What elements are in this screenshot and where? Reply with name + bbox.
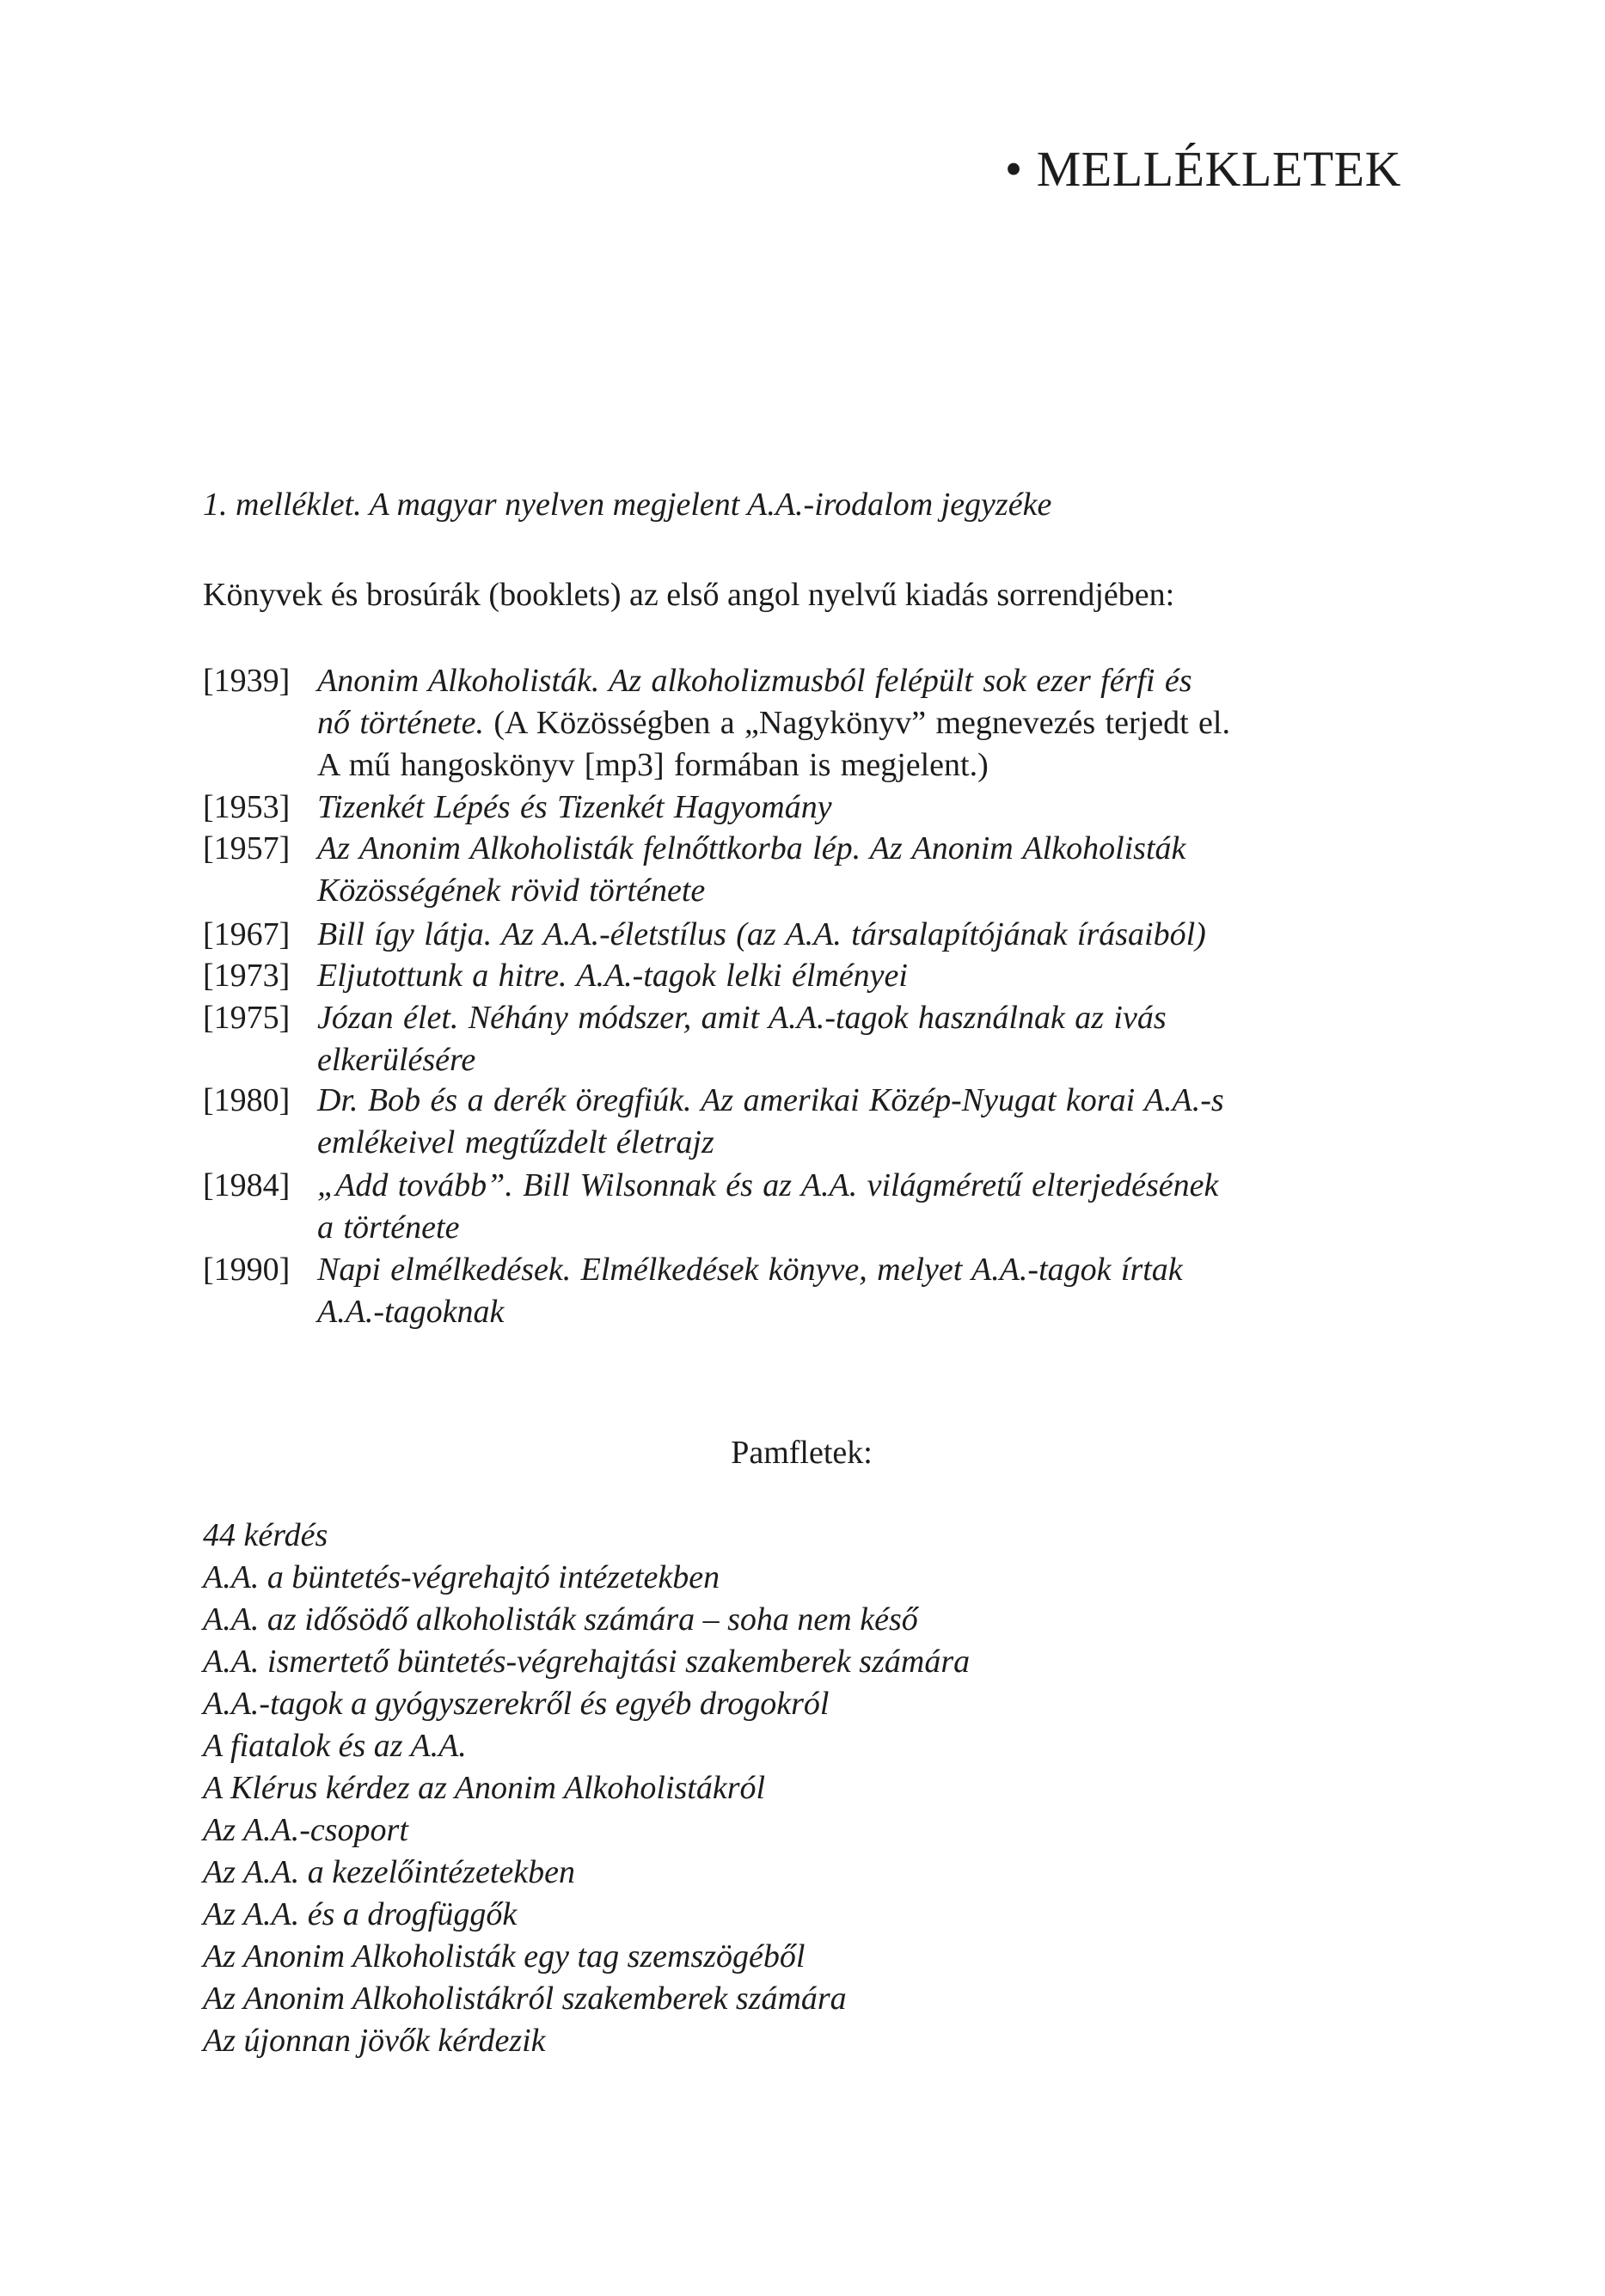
- pamphlet-item: A Klérus kérdez az Anonim Alkoholistákról: [203, 1770, 766, 1806]
- book-note: (A Közösségben a „Nagykönyv” megnevezés terjedt el. A mű hangoskönyv [mp3] formában is megjelent.): [317, 705, 1230, 783]
- pamphlet-item: A.A. az idősödő alkoholisták számára – soha nem késő: [203, 1601, 918, 1638]
- book-year: [1990]: [203, 1252, 291, 1288]
- book-year: [1957]: [203, 830, 291, 866]
- book-entry: [203, 787, 1515, 829]
- pamphlet-item: A fiatalok és az A.A.: [203, 1728, 467, 1764]
- book-entry: [203, 1080, 1515, 1164]
- book-entry: [203, 997, 1515, 1081]
- book-entry: [203, 660, 1515, 787]
- title-bullet-icon: •: [1004, 141, 1023, 197]
- book-entry: [203, 914, 1515, 956]
- pamphlet-item: A.A. a büntetés-végrehajtó intézetekben: [203, 1559, 720, 1595]
- pamphlet-item: A.A.-tagok a gyógyszerekről és egyéb drogokról: [203, 1686, 830, 1722]
- pamphlet-item: Az Anonim Alkoholistákról szakemberek számára: [203, 1981, 847, 2017]
- book-title: Józan élet. Néhány módszer, amit A.A.-tagok használnak az ivás elkerülésére: [317, 1000, 1167, 1078]
- page-title: [1004, 141, 1401, 197]
- book-year: [1980]: [203, 1082, 291, 1118]
- book-title: Dr. Bob és a derék öregfiúk. Az amerikai Közép-Nyugat korai A.A.-s emlékeivel megtűzdelt életrajz: [317, 1082, 1224, 1160]
- pamphlet-item: Az A.A. és a drogfüggők: [203, 1896, 518, 1932]
- book-entry: [203, 828, 1515, 912]
- pamphlet-item: 44 kérdés: [203, 1517, 328, 1553]
- pamphlet-item: Az Anonim Alkoholisták egy tag szemszögéből: [203, 1938, 806, 1975]
- book-title: „Add tovább”. Bill Wilsonnak és az A.A. világméretű elterjedésének a története: [317, 1167, 1219, 1246]
- book-year: [1953]: [203, 789, 291, 825]
- book-title: Bill így látja. Az A.A.-életstílus (az A.A. társalapítójának írásaiból): [317, 916, 1206, 952]
- book-entry: [203, 1249, 1515, 1333]
- book-title: Az Anonim Alkoholisták felnőttkorba lép. Az Anonim Alkoholisták Közösségének rövid története: [317, 830, 1186, 909]
- book-year: [1967]: [203, 916, 291, 952]
- page-title-text: MELLÉKLETEK: [1036, 141, 1401, 197]
- pamphlet-item: A.A. ismertető büntetés-végrehajtási szakemberek számára: [203, 1644, 971, 1680]
- pamphlet-item: Az A.A. a kezelőintézetekben: [203, 1854, 575, 1890]
- book-title: Tizenkét Lépés és Tizenkét Hagyomány: [317, 789, 832, 825]
- book-year: [1939]: [203, 663, 291, 699]
- book-year: [1984]: [203, 1167, 291, 1203]
- pamphlet-item: Az A.A.-csoport: [203, 1812, 408, 1848]
- book-year: [1975]: [203, 1000, 291, 1036]
- appendix-heading: 1. melléklet. A magyar nyelven megjelent A.A.-irodalom jegyzéke: [203, 487, 1052, 523]
- books-intro-line: Könyvek és brosúrák (booklets) az első angol nyelvű kiadás sorrendjében:: [203, 577, 1175, 613]
- book-title: Eljutottunk a hitre. A.A.-tagok lelki élményei: [317, 958, 908, 994]
- pamphlet-list: [203, 1515, 1400, 2062]
- book-year: [1973]: [203, 958, 291, 994]
- book-title: Anonim Alkoholisták. Az alkoholizmusból felépült sok ezer férfi és nő története.: [317, 663, 1192, 741]
- book-entry: [203, 955, 1515, 997]
- pamphlets-heading: Pamfletek:: [731, 1435, 873, 1471]
- pamphlet-item: Az újonnan jövők kérdezik: [203, 2023, 546, 2059]
- book-title: Napi elmélkedések. Elmélkedések könyve, melyet A.A.-tagok írtak A.A.-tagoknak: [317, 1252, 1183, 1330]
- book-entry: [203, 1165, 1515, 1249]
